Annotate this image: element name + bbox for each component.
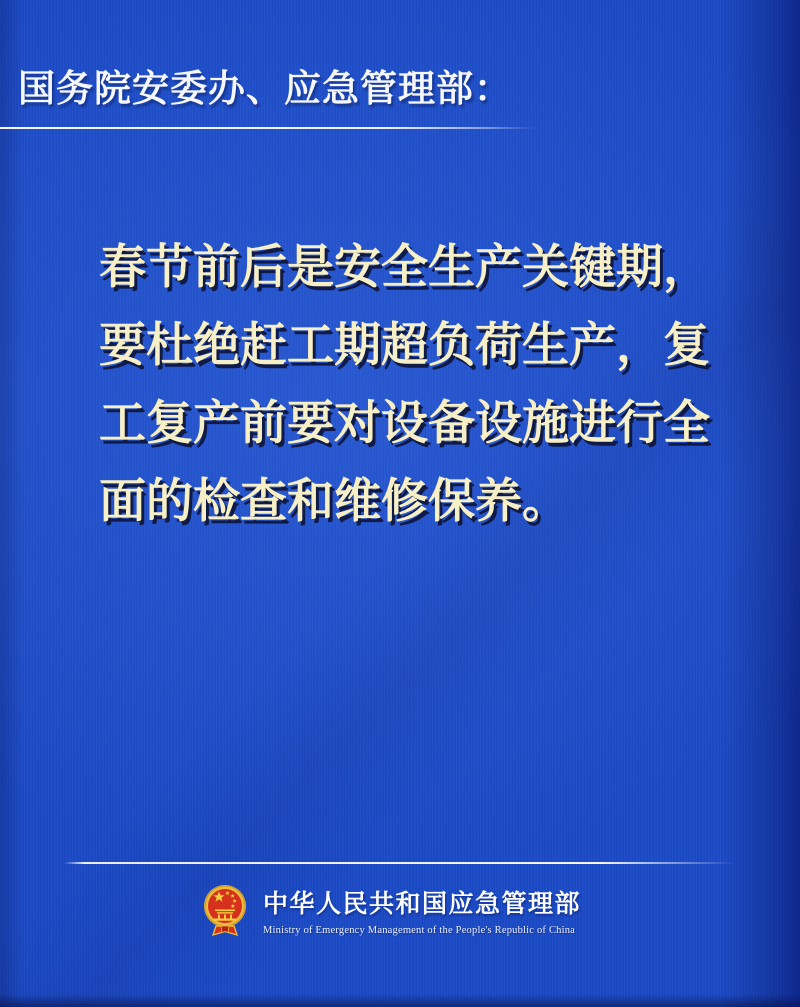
main-message (99, 228, 739, 540)
main-message-line: 要杜绝赶工期超负荷生产，复 (99, 318, 710, 371)
main-message-line: 面的检查和维修保养。 (99, 474, 569, 527)
ministry-name-cn: 中华人民共和国应急管理部 (262, 890, 581, 918)
footer-divider (64, 862, 736, 864)
main-message-line: 工复产前要对设备设施进行全 (99, 396, 710, 449)
footer-names (263, 884, 581, 936)
footer-brand (0, 884, 784, 942)
header-title: 国务院安委办、应急管理部： (18, 68, 512, 109)
national-emblem-icon (203, 884, 247, 942)
ministry-name-en: Ministry of Emergency Management of the People's Republic of China (262, 925, 576, 936)
header-underline (0, 127, 535, 129)
main-message-line: 春节前后是安全生产关键期， (99, 240, 710, 293)
